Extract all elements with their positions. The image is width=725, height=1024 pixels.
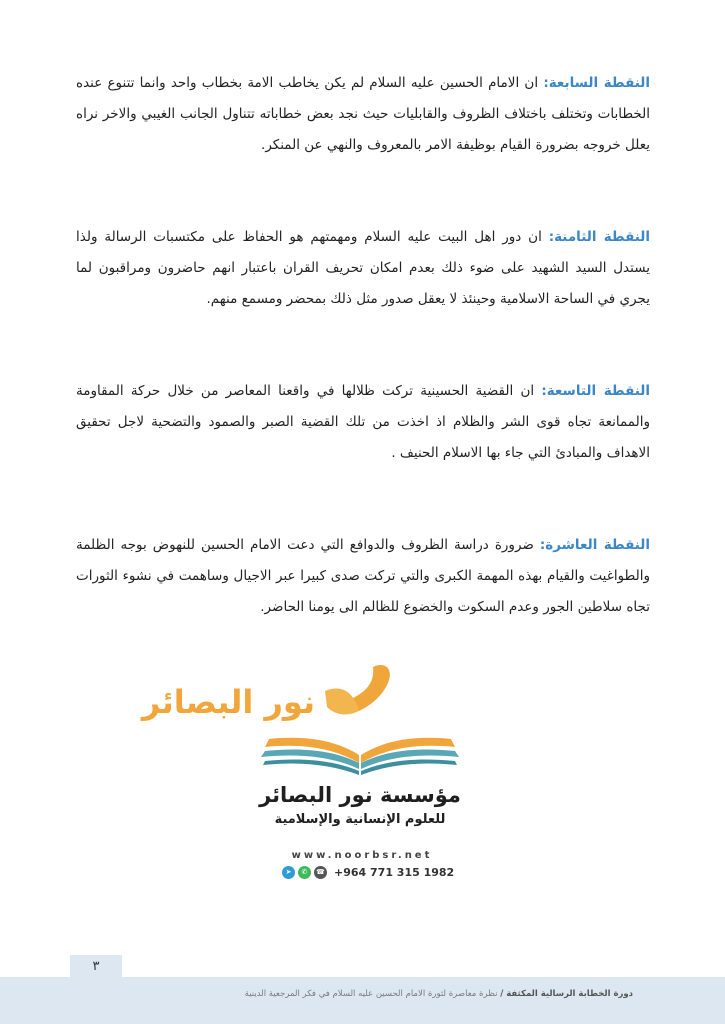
paragraph-text: ان الامام الحسين عليه السلام لم يكن يخاطب الامة بخطاب واحد وانما تتنوع عنده الخطابات وتختلف باختلاف الظروف والقابليات حيث نجد بعض خطاباته تتناول الجانب الغيبي والاخر نراه يعلل خروجه بضرورة القيام بوظيفة الامر بالمعروف والنهي عن المنكر. <box>76 75 650 153</box>
page-number: ٣ <box>70 955 122 981</box>
organization-name: مؤسسة نور البصائر <box>259 783 461 807</box>
open-book-logo-graphic <box>141 655 465 780</box>
phone-number: +964 771 315 1982 <box>334 865 455 879</box>
paragraph-8 <box>76 222 650 315</box>
paragraph-label: النقطة العاشرة: <box>539 537 651 553</box>
paragraph-label: النقطة التاسعة: <box>541 383 650 399</box>
paragraph-text: ان القضية الحسينية تركت ظلالها في واقعنا المعاصر من خلال حركة المقاومة والممانعة تجاه قوى الشر والظلام اذ اخذت من تلك القضية الصبر والصمود والتضحية لاجل تحقيق الاهداف والمبادئ التي جاء بها الاسلام الحنيف . <box>76 383 650 461</box>
footer-series: دورة الخطابة الرسالية المكثفة / <box>500 989 633 999</box>
contact-row <box>282 864 454 880</box>
paragraph-text: ضرورة دراسة الظروف والدوافع التي دعت الامام الحسين للنهوض بوجه الظلمة والطواغيت والقيام بهذه المهمة الكبرى والتي تركت صدى كبيرا عبر الاجيال وساهمت في نشوء الثورات تجاه سلاطين الجور وعدم السكوت والخضوع للظالم الى يومنا الحاضر. <box>76 537 650 615</box>
footer-text <box>245 989 633 999</box>
paragraph-label: النقطة السابعة: <box>543 75 650 91</box>
paragraph-9 <box>76 376 650 469</box>
telegram-icon[interactable]: ➤ <box>282 866 295 879</box>
body-text <box>76 68 650 684</box>
footer-title: نظرة معاصرة لثورة الامام الحسين عليه السلام في فكر المرجعية الدينية <box>244 989 501 999</box>
paragraph-7 <box>76 68 650 161</box>
phone-icon[interactable]: ☎ <box>314 866 327 879</box>
logo-calligraphy: نور البصائر <box>141 683 315 721</box>
footer-band <box>0 977 725 1024</box>
paragraph-label: النقطة الثامنة: <box>548 229 650 245</box>
whatsapp-icon[interactable]: ✆ <box>298 866 311 879</box>
paragraph-text: ان دور اهل البيت عليه السلام ومهمتهم هو الحفاظ على مكتسبات الرسالة ولذا يستدل السيد الشهيد على ضوء ذلك بعدم امكان تحريف القران باعتبار انهم حاضرون ومراقبون لما يجري في الساحة الاسلامية وحينئذ لا يعقل صدور مثل ذلك بمحضر ومسمع منهم. <box>76 229 650 307</box>
organization-subtitle: للعلوم الإنسانية والإسلامية <box>274 812 446 827</box>
website-link[interactable]: www.noorbsr.net <box>291 850 433 861</box>
paragraph-10 <box>76 530 650 623</box>
